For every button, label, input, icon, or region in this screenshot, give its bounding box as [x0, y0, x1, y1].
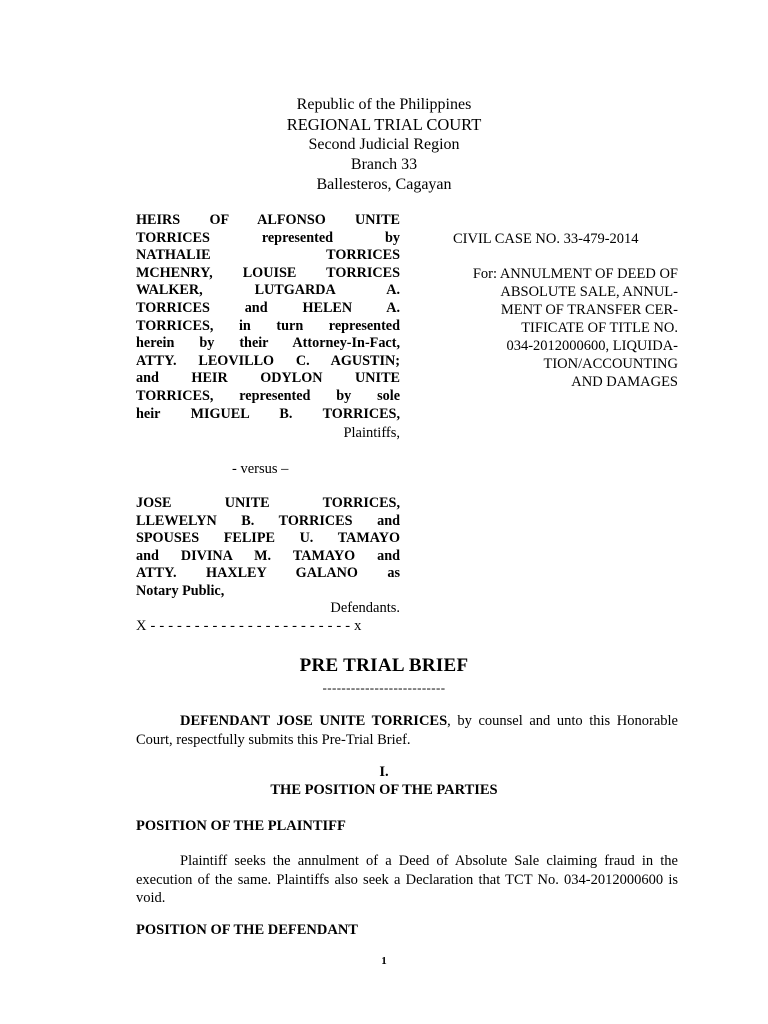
versus-label: - versus –: [232, 461, 289, 477]
case-nature-line: 034-2012000600, LIQUIDA-: [506, 338, 678, 354]
plaintiffs-role: Plaintiffs,: [343, 425, 400, 441]
plaintiffs-line: herein by their Attorney-In-Fact,: [136, 335, 400, 352]
case-nature-line: TIFICATE OF TITLE NO.: [521, 320, 678, 336]
plaintiffs-line: TORRICES, in turn represented: [136, 317, 400, 334]
plaintiffs-line: WALKER, LUTGARDA A.: [136, 282, 400, 299]
plaintiff-position-paragraph: [136, 852, 678, 908]
page-number: 1: [381, 955, 387, 967]
plaintiffs-line: heir MIGUEL B. TORRICES,: [136, 405, 400, 422]
intro-text: , by counsel and unto this Honorable Court, respectfully submits this Pre-Trial Brief.: [136, 713, 678, 748]
plaintiff-position-text: Plaintiff seeks the annulment of a Deed of Absolute Sale claiming fraud in the execution of the same. Plaintiffs also seek a Declaration that TCT No. 034-2012000600 is void.: [136, 853, 678, 906]
title-underline: --------------------------: [322, 680, 446, 695]
defendants-line: and DIVINA M. TAMAYO and: [136, 547, 400, 564]
plaintiffs-line: TORRICES represented by: [136, 229, 400, 246]
header-court: REGIONAL TRIAL COURT: [286, 115, 482, 134]
plaintiffs-block: [136, 212, 400, 423]
plaintiffs-line: TORRICES, represented by sole: [136, 387, 400, 404]
section-title: THE POSITION OF THE PARTIES: [270, 782, 498, 798]
plaintiffs-line: NATHALIE TORRICES: [136, 247, 400, 264]
case-nature-line: For: ANNULMENT OF DEED OF: [472, 266, 678, 282]
intro-paragraph: [136, 712, 678, 749]
case-nature: [425, 265, 678, 391]
defendants-block: [136, 495, 400, 601]
defendants-line: JOSE UNITE TORRICES,: [136, 495, 400, 511]
header-location: Ballesteros, Cagayan: [316, 176, 452, 193]
case-nature-line: AND DAMAGES: [571, 374, 678, 390]
caption-divider: X - - - - - - - - - - - - - - - - - - - - - - - x: [136, 618, 362, 634]
document-title: PRE TRIAL BRIEF: [299, 655, 469, 676]
civil-case-number: CIVIL CASE NO. 33-479-2014: [453, 231, 639, 247]
defendants-line: Notary Public,: [136, 582, 225, 599]
plaintiffs-line: HEIRS OF ALFONSO UNITE: [136, 212, 400, 228]
court-header: [0, 95, 768, 195]
case-nature-line: TION/ACCOUNTING: [543, 356, 678, 372]
plaintiffs-line: and HEIR ODYLON UNITE: [136, 370, 400, 387]
plaintiffs-line: MCHENRY, LOUISE TORRICES: [136, 264, 400, 281]
defendants-line: SPOUSES FELIPE U. TAMAYO: [136, 530, 400, 547]
defendants-line: ATTY. HAXLEY GALANO as: [136, 565, 400, 582]
plaintiffs-line: ATTY. LEOVILLO C. AGUSTIN;: [136, 352, 400, 369]
intro-defendant-name: DEFENDANT JOSE UNITE TORRICES: [180, 713, 448, 729]
section-number: I.: [379, 764, 389, 780]
header-region: Second Judicial Region: [308, 136, 460, 153]
case-nature-line: MENT OF TRANSFER CER-: [500, 302, 678, 318]
case-nature-line: ABSOLUTE SALE, ANNUL-: [500, 284, 678, 300]
plaintiffs-line: TORRICES and HELEN A.: [136, 299, 400, 316]
defendant-position-heading: POSITION OF THE DEFENDANT: [136, 922, 358, 938]
defendants-role: Defendants.: [330, 600, 400, 616]
defendants-line: LLEWELYN B. TORRICES and: [136, 512, 400, 529]
plaintiff-position-heading: POSITION OF THE PLAINTIFF: [136, 818, 346, 834]
header-republic: Republic of the Philippines: [296, 96, 472, 113]
header-branch: Branch 33: [350, 156, 418, 173]
